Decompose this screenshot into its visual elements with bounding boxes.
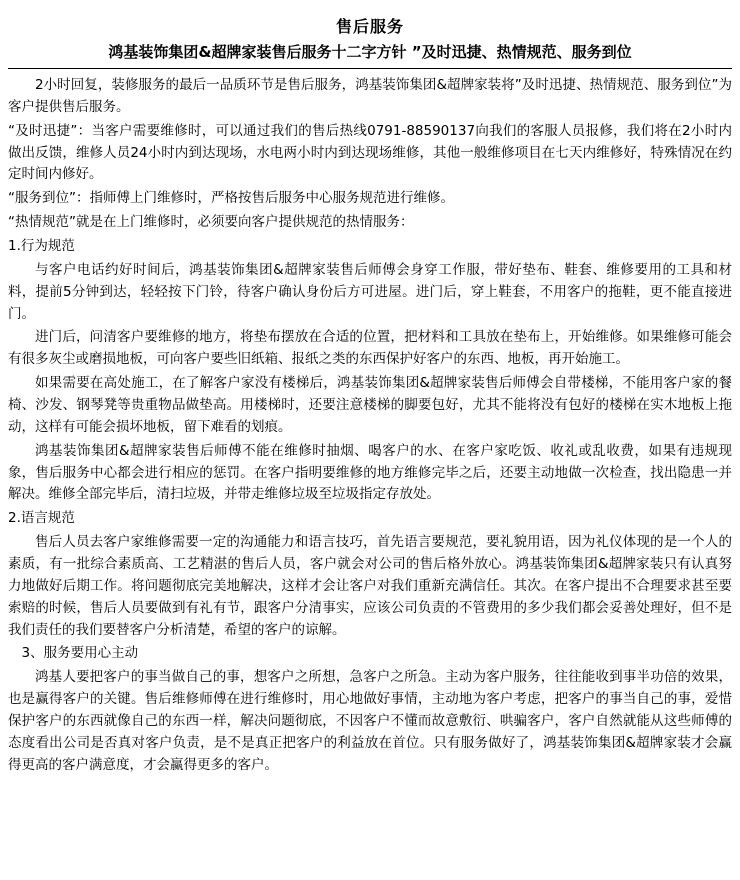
page-subtitle: 鸿基装饰集团&超牌家装售后服务十二字方针 ”及时迅捷、热情规范、服务到位 bbox=[108, 43, 632, 61]
paragraph: “服务到位”：指师傅上门维修时，严格按售后服务中心服务规范进行维修。 bbox=[8, 190, 454, 207]
paragraph: “及时迅捷”：当客户需要维修时，可以通过我们的售后热线0791-88590137向我们的客服人员报修，我们将在2小时内做出反馈，维修人员24小时内到达现场，水电两小时内到达现场维修，其他一般维修项目在七天内维修好，特殊情况在约定时间内修好。 bbox=[8, 122, 732, 183]
paragraph: 鸿基人要把客户的事当做自己的事，想客户之所想，急客户之所急。主动为客户服务，往往能收到事半功倍的效果，也是赢得客户的关键。售后维修师傅在进行维修时，用心地做好事情，主动地为客户考虑，把客户的事当自己的事，爱惜保护客户的东西就像自己的东西一样，解决问题彻底，不因客户不懂而故意敷衍、哄骗客户，客户自然就能从这些师傅的态度看出公司是否真对客户负责，是不是真正把客户的利益放在首位。只有服务做好了，鸿基装饰集团&超牌家装才会赢得更高的客户满意度，才会赢得更多的客户。 bbox=[8, 669, 732, 773]
divider bbox=[8, 68, 732, 69]
paragraph: 如果需要在高处施工，在了解客户家没有楼梯后，鸿基装饰集团&超牌家装售后师傅会自带楼梯，不能用客户家的餐椅、沙发、钢琴凳等贵重物品做垫高。用楼梯时，还要注意楼梯的脚要包好，尤其不能将没有包好的楼梯在实木地板上拖动，这样有可能会损坏地板，留下难看的划痕。 bbox=[8, 375, 732, 435]
section-heading: 2.语言规范 bbox=[8, 510, 75, 527]
page-title: 售后服务 bbox=[335, 17, 404, 36]
paragraph: 与客户电话约好时间后，鸿基装饰集团&超牌家装售后师傅会身穿工作服，带好垫布、鞋套、维修要用的工具和材料，提前5分钟到达，轻轻按下门铃，待客户确认身份后方可进屋。进门后，穿上鞋套，不用客户的拖鞋，更不能直接进门。 bbox=[8, 261, 732, 322]
paragraph: 售后人员去客户家维修需要一定的沟通能力和语言技巧，首先语言要规范，要礼貌用语，因为礼仪体现的是一个人的素质，有一批综合素质高、工艺精湛的售后人员，客户就会对公司的售后格外放心。鸿基装饰集团&超牌家装只有认真努力地做好后期工作。将问题彻底完美地解决，这样才会让客户对我们重新充满信任。其次。在客户提出不合理要求甚至要索赔的时候，售后人员要做到有礼有节，跟客户分清事实，应该公司负责的不管费用的多少我们都会妥善处理好，但不是我们责任的我们要替客户分析清楚，希望的客户的谅解。 bbox=[8, 534, 732, 638]
paragraph: 进门后，问清客户要维修的地方，将垫布摆放在合适的位置，把材料和工具放在垫布上，开始维修。如果维修可能会有很多灰尘或磨损地板，可向客户要些旧纸箱、报纸之类的东西保护好客户的东西、地板，再开始施工。 bbox=[8, 329, 732, 368]
paragraph: 2小时回复，装修服务的最后一品质环节是售后服务，鸿基装饰集团&超牌家装将”及时迅捷、热情规范、服务到位”为客户提供售后服务。 bbox=[8, 77, 732, 115]
section-heading: 1.行为规范 bbox=[8, 238, 75, 255]
paragraph: 鸿基装饰集团&超牌家装售后师傅不能在维修时抽烟、喝客户的水、在客户家吃饭、收礼或乱收费，如果有违规现象，售后服务中心都会进行相应的惩罚。在客户指明要维修的地方维修完毕之后，还要主动地做一次检查，找出隐患一并解决。维修全部完毕后，清扫垃圾，并带走维修垃圾至垃圾指定存放处。 bbox=[8, 442, 732, 503]
paragraph: “热情规范”就是在上门维修时，必须要向客户提供规范的热情服务： bbox=[8, 214, 414, 231]
section-heading: 3、服务要用心主动 bbox=[21, 645, 139, 662]
